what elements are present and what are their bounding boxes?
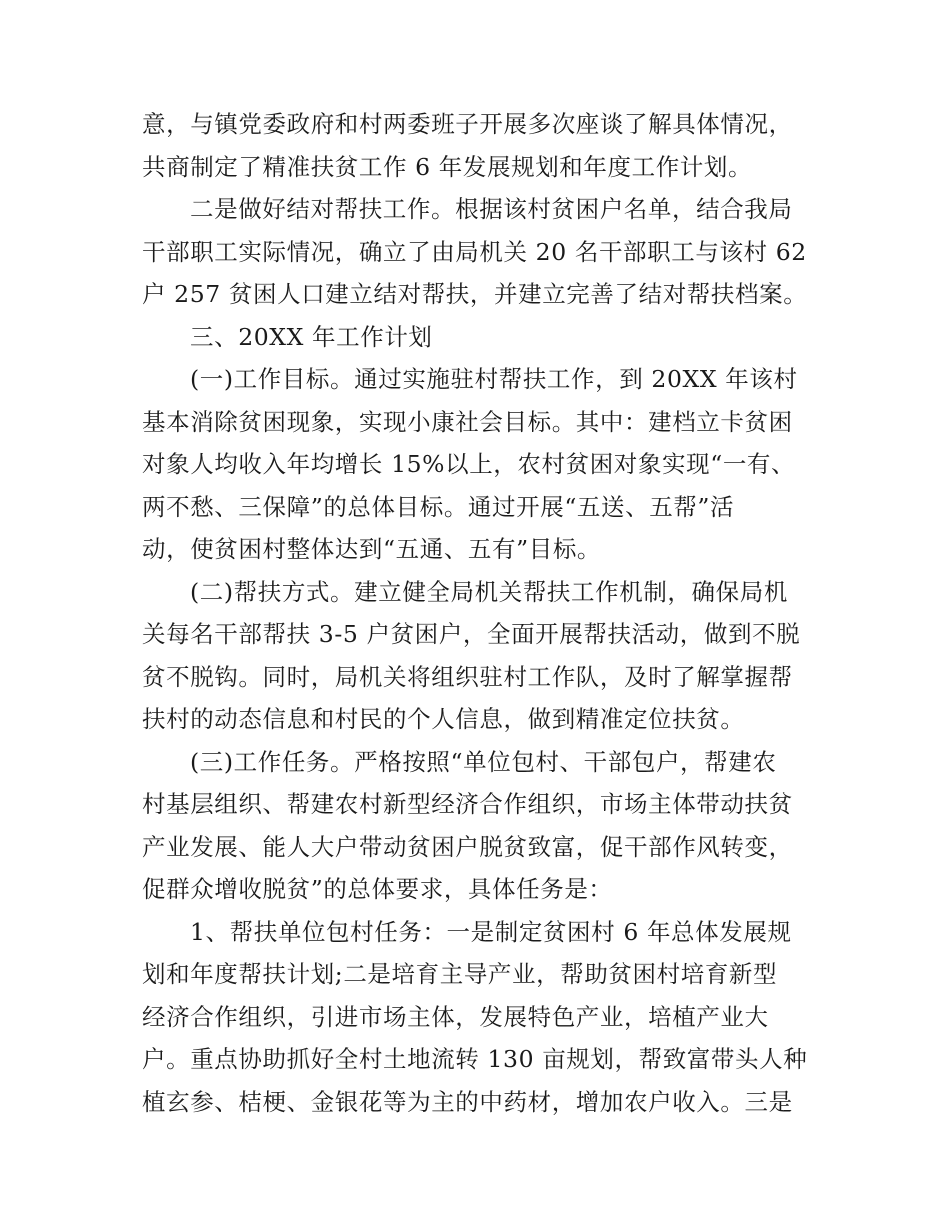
text-line: 经济合作组织，引进市场主体，发展特色产业，培植产业大 (142, 1002, 769, 1031)
text-line: 村基层组织、帮建农村新型经济合作组织，市场主体带动扶贫 (142, 790, 793, 818)
text-line: 意，与镇党委政府和村两委班子开展多次座谈了解具体情况， (142, 110, 793, 138)
text-line: 对象人均收入年均增长 15%以上，农村贫困对象实现“一有、 (142, 450, 796, 478)
document-body (142, 103, 814, 1123)
text-line: (三)工作任务。严格按照“单位包村、干部包户，帮建农 (190, 747, 777, 776)
text-line: 干部职工实际情况，确立了由局机关 20 名干部职工与该村 62 (142, 237, 807, 266)
text-line: 共商制定了精准扶贫工作 6 年发展规划和年度工作计划。 (142, 152, 753, 181)
text-line: 动，使贫困村整体达到“五通、五有”目标。 (142, 535, 602, 563)
text-line: 基本消除贫困现象，实现小康社会目标。其中：建档立卡贫困 (142, 407, 793, 436)
text-line: 促群众增收脱贫”的总体要求，具体任务是： (142, 875, 613, 903)
text-line: 关每名干部帮扶 3-5 户贫困户，全面开展帮扶活动，做到不脱 (142, 620, 801, 648)
text-line: (一)工作目标。通过实施驻村帮扶工作，到 20XX 年该村 (190, 365, 798, 393)
text-line: 两不愁、三保障”的总体目标。通过开展“五送、五帮”活 (142, 492, 735, 521)
text-line: 1、帮扶单位包村任务：一是制定贫困村 6 年总体发展规 (190, 917, 792, 946)
text-line: 户。重点协助抓好全村土地流转 130 亩规划，帮致富带头人种 (142, 1045, 808, 1073)
text-line: 扶村的动态信息和村民的个人信息，做到精准定位扶贫。 (142, 705, 745, 733)
text-line: 划和年度帮扶计划;二是培育主导产业，帮助贫困村培育新型 (142, 960, 778, 988)
section-heading: 三、20XX 年工作计划 (190, 322, 433, 351)
text-line: (二)帮扶方式。建立健全局机关帮扶工作机制，确保局机 (190, 577, 788, 606)
text-line: 户 257 贫困人口建立结对帮扶，并建立完善了结对帮扶档案。 (142, 280, 808, 308)
text-line: 植玄参、桔梗、金银花等为主的中药材，增加农户收入。三是 (142, 1087, 793, 1116)
text-line: 贫不脱钩。同时，局机关将组织驻村工作队，及时了解掌握帮 (142, 662, 793, 691)
text-line: 二是做好结对帮扶工作。根据该村贫困户名单，结合我局 (190, 195, 793, 223)
text-line: 产业发展、能人大户带动贫困户脱贫致富，促干部作风转变， (142, 832, 793, 861)
